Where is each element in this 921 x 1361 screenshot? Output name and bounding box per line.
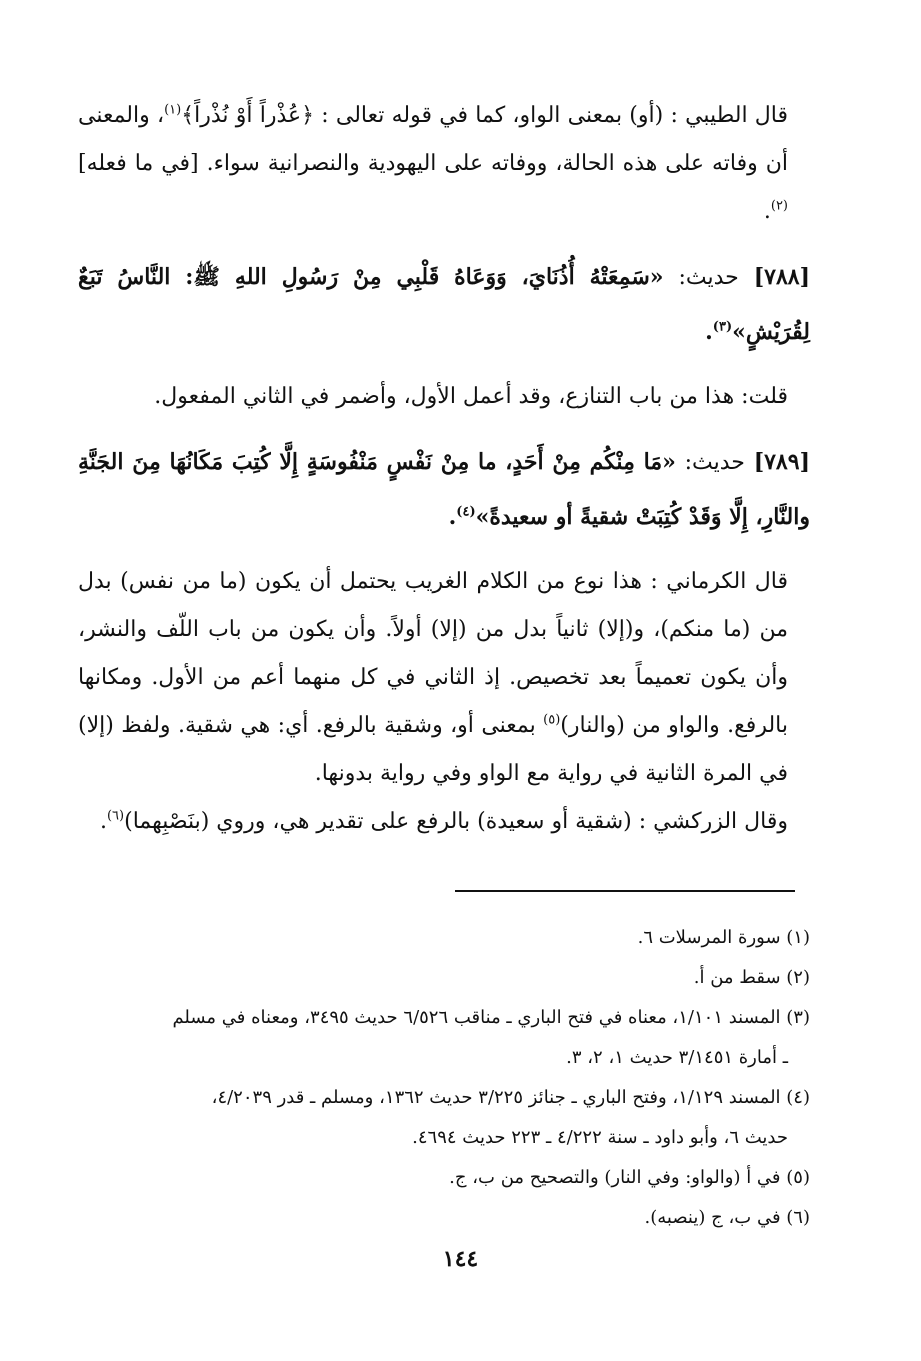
footnote-ref: (٣) (712, 319, 733, 335)
paragraph-text: قلت: هذا من باب التنازع، وقد أعمل الأول، وأضمر في الثاني المفعول. (154, 384, 788, 409)
hadith-text: «مَا مِنْكُم مِنْ أَحَدٍ، ما مِنْ نَفْسٍ مَنْفُوسَةٍ إِلَّا كُتِبَ مَكَانُهَا مِنَ الجَنَّةِ والنَّارِ، إِلَّا وَقَدْ كُتِبَتْ شقيةً أو سعيدةً» (78, 449, 810, 530)
footnote-continuation: حديث ٦، وأبو داود ـ سنة ٤/٢٢٢ ـ ٢٢٣ حديث ٤٦٩٤. (412, 1127, 788, 1148)
paragraph-end: . (763, 199, 771, 224)
paragraph-text: قال الكرماني : هذا نوع من الكلام الغريب يحتمل أن يكون (ما من نفس) بدل من (ما منكم)، و(إلا) ثانياً بدل من (إلا) أولاً. وأن يكون من باب اللّف والنشر، وأن يكون تعميماً بعد تخصيص. إذ الثاني في كل منهما أعم من الأول. ومكانها بالرفع. والواو من (والنار) (78, 569, 788, 738)
footnote-6 (78, 1198, 810, 1238)
footnote-2 (78, 958, 810, 998)
footnote-5 (78, 1158, 810, 1198)
hadith-788 (78, 250, 810, 359)
paragraph-text: بمعنى أو، وشقية بالرفع. أي: هي شقية. ولفظ (إلا) في المرة الثانية في رواية مع الواو وفي رواية بدونها. (78, 713, 788, 786)
paragraph-tibi (78, 92, 810, 236)
main-text (78, 92, 810, 846)
hadith-789 (78, 435, 810, 544)
hadith-number: [٧٨٨] (753, 264, 810, 290)
hadith-end: . (705, 319, 713, 345)
footnote-text: (٢) سقط من أ. (693, 967, 810, 988)
paragraph-end: . (99, 809, 107, 834)
footnote-text: (٤) المسند ١/١٢٩، وفتح الباري ـ جنائز ٣/٢٢٥ حديث ١٣٦٢، ومسلم ـ قدر ٤/٢٠٣٩، (211, 1087, 810, 1108)
footnote-3 (78, 998, 810, 1078)
paragraph-kirmani (78, 558, 810, 798)
paragraph-zarkashi (78, 798, 810, 846)
footnote-divider (455, 890, 795, 892)
page-number: ١٤٤ (442, 1246, 479, 1272)
paragraph-qultu (78, 373, 810, 421)
footnote-ref: (٥) (543, 712, 561, 728)
footnote-ref: (٦) (106, 808, 125, 824)
footnote-text: (٥) في أ (والواو: وفي النار) والتصحيح من ب، ج. (449, 1167, 810, 1188)
footnotes (78, 918, 810, 1238)
paragraph-text: ، والمعنى أن وفاته على هذه الحالة، ووفاته على اليهودية والنصرانية سواء. [في ما فعله] (78, 103, 788, 176)
footnote-continuation: ـ أمارة ٣/١٤٥١ حديث ١، ٢، ٣. (566, 1047, 788, 1068)
footnote-1 (78, 918, 810, 958)
footnote-text: (٦) في ب، ج (ينصبه). (644, 1207, 810, 1228)
footnote-ref: (٤) (456, 504, 476, 520)
hadith-text: «سَمِعَتْهُ أُذُنَايَ، وَوَعَاهُ قَلْبِي مِنْ رَسُولِ اللهِ ﷺ: النَّاسُ تَبَعٌ لِقُرَيْشٍ» (78, 264, 810, 345)
hadith-label: حديث: (684, 450, 745, 475)
footnote-text: (١) سورة المرسلات ٦. (637, 927, 810, 948)
hadith-number: [٧٨٩] (753, 449, 810, 475)
hadith-end: . (448, 504, 457, 530)
footnote-text: (٣) المسند ١/١٠١، معناه في فتح الباري ـ مناقب ٦/٥٢٦ حديث ٣٤٩٥، ومعناه في مسلم (172, 1007, 810, 1028)
hadith-label: حديث: (678, 265, 739, 290)
paragraph-text: وقال الزركشي : (شقية أو سعيدة) بالرفع على تقدير هي، وروي (بنَصْبِهما) (124, 809, 788, 834)
paragraph-text: قال الطيبي : (أو) بمعنى الواو، كما في قوله تعالى : ﴿عُذْراً أَوْ نُذْراً﴾ (181, 103, 788, 128)
footnote-ref: (١) (164, 102, 182, 118)
footnote-ref: (٢) (770, 198, 788, 214)
footnote-4 (78, 1078, 810, 1158)
